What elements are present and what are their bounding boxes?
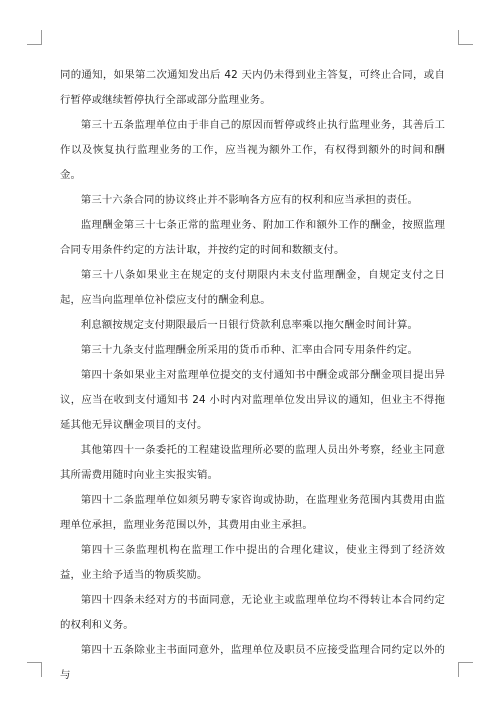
crop-mark-bottom-right [458, 662, 473, 677]
crop-mark-top-left [27, 30, 42, 45]
paragraph-article-38: 第三十八条如果业主在规定的支付期限内未支付监理酬金，自规定支付之日起，应当向监理单位补偿应支付的酬金利息。 [60, 269, 445, 306]
paragraph-article-36: 第三十六条合同的协议终止并不影响各方应有的权利和应当承担的责任。 [80, 194, 419, 206]
paragraph-article-39: 第三十九条支付监理酬金所采用的货币币种、汇率由合同专用条件约定。 [80, 344, 419, 356]
document-body [60, 63, 445, 688]
paragraph-article-35: 第三十五条监理单位由于非自己的原因而暂停或终止执行监理业务，其善后工作以及恢复执行监理业务的工作，应当视为额外工作，有权得到额外的时间和酬金。 [60, 119, 445, 181]
paragraph-article-44: 第四十四条未经对方的书面同意，无论业主或监理单位均不得转让本合同约定的权利和义务。 [60, 594, 445, 631]
paragraph-article-42: 第四十二条监理单位如须另聘专家咨询或协助，在监理业务范围内其费用由监理单位承担，监理业务范围以外，其费用由业主承担。 [60, 494, 445, 531]
paragraph-continuation: 同的通知，如果第二次通知发出后 42 天内仍未得到业主答复，可终止合同，或自行暂停或继续暂停执行全部或部分监理业务。 [60, 69, 445, 106]
paragraph-interest-calculation: 利息额按规定支付期限最后一日银行贷款利息率乘以拖欠酬金时间计算。 [80, 319, 419, 331]
paragraph-article-43: 第四十三条监理机构在监理工作中提出的合理化建议，使业主得到了经济效益，业主给予适当的物质奖励。 [60, 544, 445, 581]
crop-mark-top-right [458, 30, 473, 45]
crop-mark-bottom-left [27, 662, 42, 677]
paragraph-article-45: 第四十五条除业主书面同意外，监理单位及职员不应接受监理合同约定以外的与 [60, 644, 445, 681]
paragraph-article-41: 其他第四十一条委托的工程建设监理所必要的监理人员出外考察，经业主同意其所需费用随时向业主实报实销。 [60, 444, 445, 481]
paragraph-article-40: 第四十条如果业主对监理单位提交的支付通知书中酬金或部分酬金项目提出异议，应当在收到支付通知书 24 小时内对监理单位发出异议的通知，但业主不得拖延其他无异议酬金项目的支付。 [60, 369, 445, 431]
paragraph-article-37: 监理酬金第三十七条正常的监理业务、附加工作和额外工作的酬金，按照监理合同专用条件约定的方法计取，并按约定的时间和数额支付。 [60, 219, 445, 256]
